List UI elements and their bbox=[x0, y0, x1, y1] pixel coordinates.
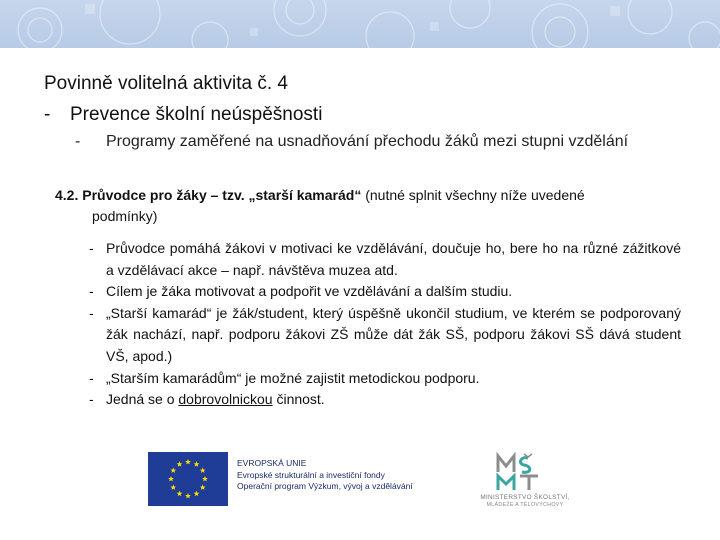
subpoint bbox=[75, 131, 675, 152]
msmt-logo-line1: MINISTERSTVO ŠKOLSTVÍ, bbox=[480, 494, 570, 501]
section-note: (nutné splnit všechny níže uvedené bbox=[361, 187, 585, 203]
eu-star-icon bbox=[202, 476, 208, 481]
bullet-dash: - bbox=[89, 283, 94, 300]
section-title: 4.2. Průvodce pro žáky – tzv. „starší kamarád“ bbox=[55, 187, 362, 203]
bullet-dash: - bbox=[89, 304, 94, 321]
list-item bbox=[89, 281, 681, 303]
eu-star-icon bbox=[185, 459, 191, 464]
eu-star-icon bbox=[194, 491, 200, 496]
subpoint-text: Programy zaměřené na usnadňování přechodu žáků mezi stupni vzdělání bbox=[106, 133, 629, 150]
list-item-text-end: činnost. bbox=[272, 391, 325, 408]
list-item-text-start: Jedná se o bbox=[106, 391, 179, 408]
bullet-dash: - bbox=[89, 240, 94, 256]
eu-star-icon bbox=[185, 493, 191, 498]
list-item bbox=[89, 303, 681, 368]
eu-flag-icon bbox=[148, 452, 228, 506]
eu-star-icon bbox=[170, 468, 176, 473]
bullet-dash: - bbox=[89, 369, 94, 386]
section-heading bbox=[55, 185, 675, 227]
underlined-word: dobrovolnickou bbox=[178, 391, 273, 408]
list-item-text bbox=[106, 391, 325, 407]
list-item bbox=[89, 368, 681, 390]
eu-logo-text bbox=[237, 458, 413, 493]
msmt-logo bbox=[470, 452, 580, 512]
eu-star-icon bbox=[177, 491, 183, 496]
eu-star-icon bbox=[168, 476, 174, 481]
eu-star-icon bbox=[177, 461, 183, 466]
bullet-dash: - bbox=[89, 391, 94, 408]
msmt-logo-line2: MLÁDEŽE A TĚLOVÝCHOVY bbox=[486, 502, 564, 508]
msmt-mark-icon bbox=[494, 452, 546, 492]
list-item-text: „Starší kamarád“ je žák/student, který úspěšně ukončil studium, ve kterém se podporovaný žák nachází, např. podporu žákovi ZŠ může dát žák SŠ, podporu žákovi SŠ dává student VŠ, apod.) bbox=[106, 304, 681, 364]
topic-heading bbox=[44, 104, 322, 126]
eu-star-icon bbox=[194, 461, 200, 466]
eu-logo bbox=[148, 452, 448, 506]
bullet-list bbox=[89, 238, 681, 411]
section-note-cont: podmínky) bbox=[92, 208, 158, 224]
banner-pattern bbox=[0, 0, 720, 48]
eu-logo-line2: Evropské strukturální a investiční fondy bbox=[237, 469, 385, 480]
eu-logo-line3: Operační program Výzkum, vývoj a vzdělávání bbox=[237, 481, 413, 491]
page-title: Povinně volitelná aktivita č. 4 bbox=[44, 73, 288, 94]
eu-star-icon bbox=[200, 468, 206, 473]
list-item-text: Průvodce pomáhá žákovi v motivaci ke vzdělávání, doučuje ho, bere ho na různé zážitkové a vzdělávací akce – např. návštěva muzea atd. bbox=[106, 240, 681, 278]
topic-text: Prevence školní neúspěšnosti bbox=[70, 104, 323, 125]
subpoint-dash: - bbox=[75, 133, 81, 150]
list-item-text: „Starším kamarádům“ je možné zajistit metodickou podporu. bbox=[106, 369, 480, 386]
list-item-text: Cílem je žáka motivovat a podpořit ve vzdělávání a dalším studiu. bbox=[106, 283, 513, 300]
list-item bbox=[89, 238, 681, 281]
topic-dash: - bbox=[44, 104, 51, 125]
eu-star-icon bbox=[170, 485, 176, 490]
eu-star-icon bbox=[200, 485, 206, 490]
header-banner bbox=[0, 0, 720, 48]
list-item bbox=[89, 389, 681, 411]
eu-logo-line1: EVROPSKÁ UNIE bbox=[237, 458, 307, 468]
